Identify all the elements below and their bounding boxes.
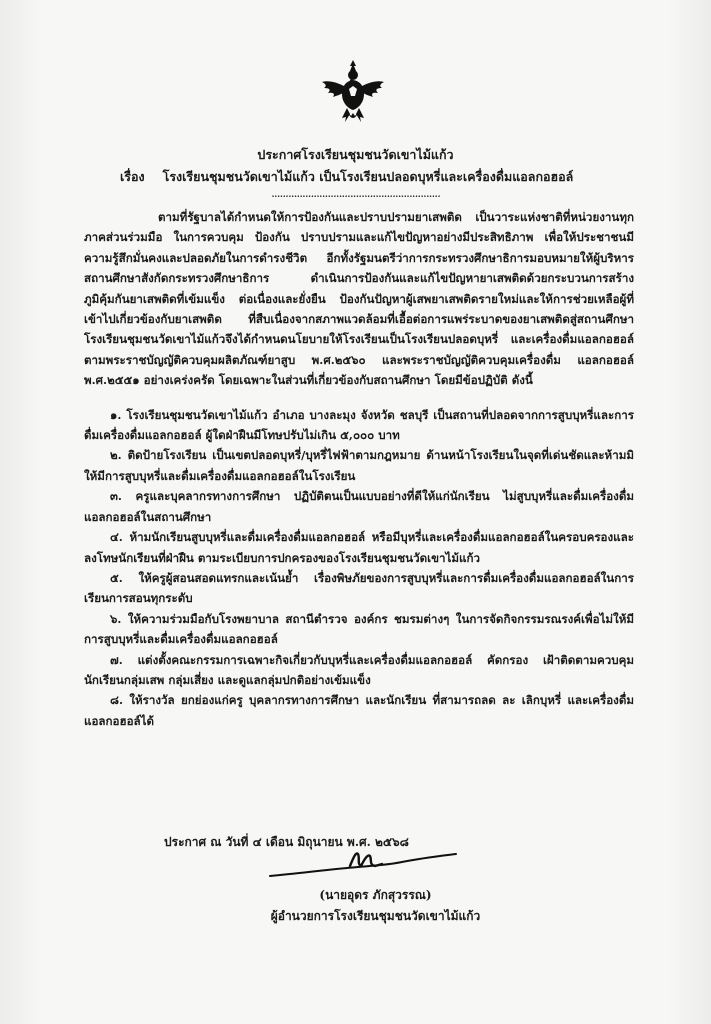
- policy-item-2: ๒. ติดป้ายโรงเรียน เป็นเขตปลอดบุหรี่/บุหรี่ไฟฟ้าตามกฎหมาย ด้านหน้าโรงเรียนในจุดที่เด่นชัดและห้ามมิให้มีการสูบบุหรี่และดื่มเครื่องดื่มแอลกอฮอล์ในโรงเรียน: [84, 448, 634, 483]
- announcement-title: ประกาศโรงเรียนชุมชนวัดเขาไม้แก้ว: [257, 147, 454, 162]
- policy-item-8: ๘. ให้รางวัล ยกย่องแก่ครู บุคลากรทางการศึกษา และนักเรียน ที่สามารถลด ละ เลิกบุหรี่ และเครื่องดื่มแอลกอฮอล์ได้: [84, 693, 634, 728]
- policy-item-7: ๗. แต่งตั้งคณะกรรมการเฉพาะกิจเกี่ยวกับบุหรี่และเครื่องดื่มแอลกอฮอล์ คัดกรอง เฝ้าติดตามควบคุมนักเรียนกลุ่มเสพ กลุ่มเสี่ยง และดูแลกลุ่มปกติอย่างเข้มแข็ง: [84, 652, 634, 687]
- garuda-emblem-icon: [318, 56, 388, 126]
- policy-item-5: ๕. ให้ครูผู้สอนสอดแทรกและเน้นย้ำ เรื่องพิษภัยของการสูบบุหรี่และการดื่มเครื่องดื่มแอลกอฮอล์ในการเรียนการสอนทุกระดับ: [84, 570, 634, 606]
- subject-text: โรงเรียนชุมชนวัดเขาไม้แก้ว เป็นโรงเรียนปลอดบุหรี่และเครื่องดื่มแอลกอฮอล์: [162, 169, 574, 184]
- announcement-subject: [120, 167, 640, 187]
- policy-item-6: ๖. ให้ความร่วมมือกับโรงพยาบาล สถานีตำรวจ องค์กร ชมรมต่างๆ ในการจัดกิจกรรมรณรงค์เพื่อไม่ให้มีการสูบบุหรี่และดื่มเครื่องดื่มแอลกอฮอล์: [84, 611, 634, 647]
- policy-item-1: ๑. โรงเรียนชุมชนวัดเขาไม้แก้ว อำเภอ บางละมุง จังหวัด ชลบุรี เป็นสถานที่ปลอดจากการสูบบุหรี่และการดื่มเครื่องดื่มแอลกอฮอล์ ผู้ใดฝ่าฝืนมีโทษปรับไม่เกิน ๕,๐๐๐ บาท: [84, 407, 634, 443]
- announcement-date: ประกาศ ณ วันที่ ๔ เดือน มิถุนายน พ.ศ. ๒๕๖๘: [164, 835, 409, 849]
- intro-paragraph: ตามที่รัฐบาลได้กำหนดให้การป้องกันและปราบปรามยาเสพติด เป็นวาระแห่งชาติที่หน่วยงานทุกภาคส่วนร่วมมือ ในการควบคุม ป้องกัน ปราบปรามและแก้ไขปัญหาอย่างมีประสิทธิภาพ เพื่อให้ประชาชนมีความรู้สึกมั่นคงและปลอดภัยในการดำรงชีวิต อีกทั้งรัฐมนตรีว่าการกระทรวงศึกษาธิการมอบหมายให้ผู้บริหารสถานศึกษาสังกัดกระทรวงศึกษาธิการ ดำเนินการป้องกันและแก้ไขปัญหายาเสพติดด้วยกระบวนการสร้างภูมิคุ้มกันยาเสพติดที่เข้มแข็ง ต่อเนื่องและยั่งยืน ป้องกันปัญหาผู้เสพยาเสพติดรายใหม่และให้การช่วยเหลือผู้ที่เข้าไปเกี่ยวข้องกับยาเสพติด ที่สืบเนื่องจากสภาพแวดล้อมที่เอื้อต่อการแพร่ระบาดของยาเสพติดสู่สถานศึกษา โรงเรียนชุมชนวัดเขาไม้แก้วจึงได้กำหนดนโยบายให้โรงเรียนเป็นโรงเรียนปลอดบุหรี่ และเครื่องดื่มแอลกอฮอล์ ตามพระราชบัญญัติควบคุมผลิตภัณฑ์ยาสูบ พ.ศ.๒๕๖๐ และพระราชบัญญัติควบคุมเครื่องดื่ม แอลกอฮอล์ พ.ศ.๒๕๕๑ อย่างเคร่งครัด โดยเฉพาะในส่วนที่เกี่ยวข้องกับสถานศึกษา โดยมีข้อปฏิบัติ ดังนี้: [84, 210, 634, 388]
- handwritten-signature: [262, 842, 462, 882]
- policy-item-4: ๔. ห้ามนักเรียนสูบบุหรี่และดื่มเครื่องดื่มแอลกอฮอล์ หรือมีบุหรี่และเครื่องดื่มแอลกอฮอล์ในครอบครองและลงโทษนักเรียนที่ฝ่าฝืน ตามระเบียบการปกครองของโรงเรียนชุมชนวัดเขาไม้แก้ว: [84, 530, 634, 565]
- policy-item-3: ๓. ครูและบุคลากรทางการศึกษา ปฏิบัติตนเป็นแบบอย่างที่ดีให้แก่นักเรียน ไม่สูบบุหรี่และดื่มเครื่องดื่มแอลกอฮอล์ในสถานศึกษา: [84, 489, 634, 524]
- signer-name: (นายอุดร ภักสุวรรณ): [319, 888, 432, 902]
- title-separator: ............................................................: [271, 186, 440, 200]
- signer-position: ผู้อำนวยการโรงเรียนชุมชนวัดเขาไม้แก้ว: [270, 909, 481, 923]
- announcement-body: [84, 207, 634, 731]
- subject-label: เรื่อง: [120, 169, 145, 184]
